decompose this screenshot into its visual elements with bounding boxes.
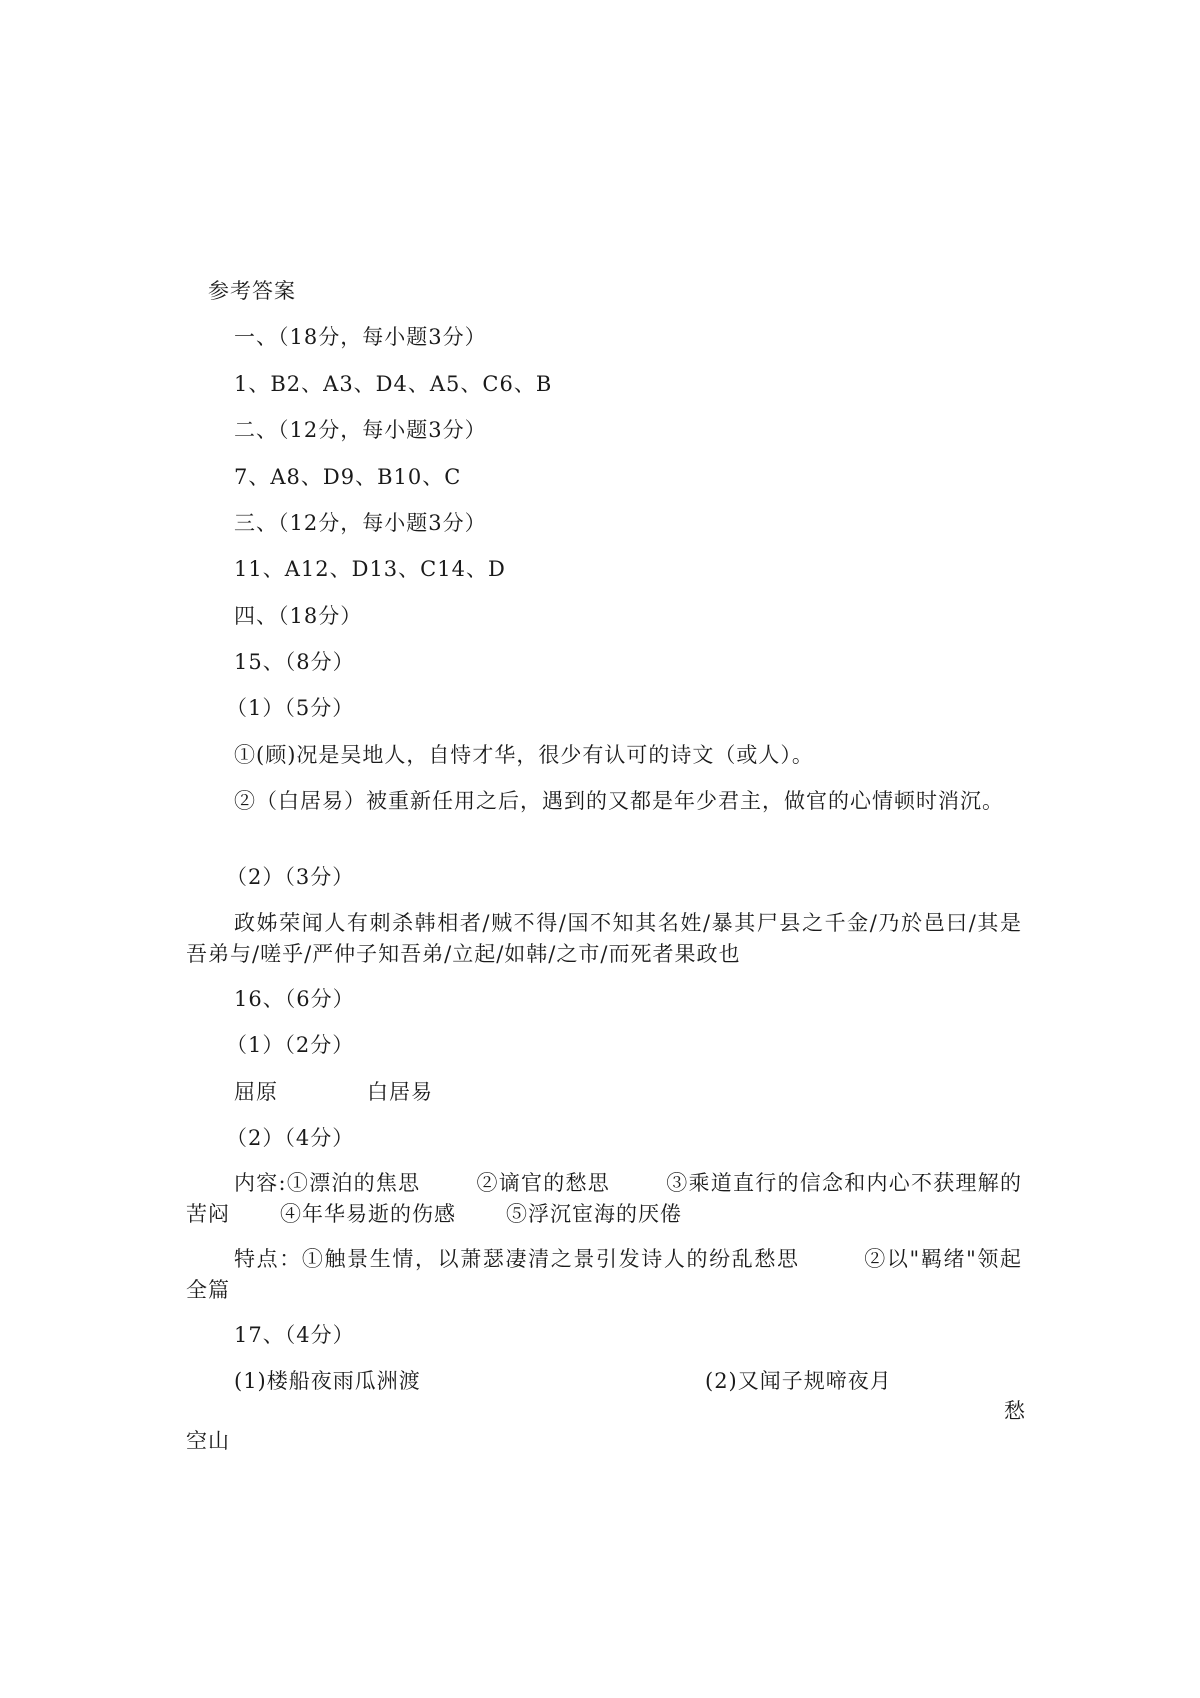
section-1-header: 一、（18分，每小题3分）: [234, 325, 487, 349]
q16-feature-answer: [186, 1244, 1022, 1306]
page-title: 参考答案: [208, 279, 296, 303]
q16-part1-answer-2: 白居易: [367, 1080, 433, 1104]
q17-answer-1: (1)楼船夜雨瓜洲渡: [234, 1369, 421, 1393]
section-3-answers: 11、A12、D13、C14、D: [234, 557, 506, 581]
content-item: ⑤浮沉宦海的厌倦: [506, 1202, 682, 1226]
section-3-header: 三、（12分，每小题3分）: [234, 511, 487, 535]
q16-header: 16、（6分）: [234, 987, 355, 1011]
q17-header: 17、（4分）: [234, 1323, 355, 1347]
section-1-answers: 1、B2、A3、D4、A5、C6、B: [234, 372, 553, 396]
q15-part1-answer-a: ①(顾)况是吴地人，自恃才华，很少有认可的诗文（或人）。: [234, 743, 814, 767]
q16-part1-answer-1: 屈原: [234, 1080, 278, 1104]
feature-item: ①触景生情，以萧瑟凄清之景引发诗人的纷乱愁思: [301, 1247, 800, 1271]
q16-content-answer: [186, 1168, 1022, 1230]
section-2-answers: 7、A8、D9、B10、C: [234, 465, 462, 489]
content-item: ④年华易逝的伤感: [280, 1202, 456, 1226]
feature-label: 特点：: [234, 1247, 302, 1271]
content-item: ②谪官的愁思: [476, 1171, 611, 1195]
q16-part2-header: （2）（4分）: [226, 1126, 355, 1150]
q17-answer-3: 愁空山: [186, 1399, 1026, 1453]
section-2-header: 二、（12分，每小题3分）: [234, 418, 487, 442]
content-label: 内容:: [234, 1171, 287, 1195]
feature-item: ②以"羁绪"领起全篇: [186, 1247, 1023, 1302]
q15-part1-answer-b: ②（白居易）被重新任用之后，遇到的又都是年少君主，做官的心情顿时消沉。: [234, 789, 1004, 813]
q15-part2-header: （2）（3分）: [226, 865, 355, 889]
q16-part1-header: （1）（2分）: [226, 1033, 355, 1057]
q15-part2-answer: 政姊荣闻人有刺杀韩相者/贼不得/国不知其名姓/暴其尸县之千金/乃於邑曰/其是吾弟与/嗟乎/严仲子知吾弟/立起/如韩/之市/而死者果政也: [186, 911, 1022, 966]
q17-answer-2: (2)又闻子规啼夜月: [705, 1369, 892, 1393]
section-4-header: 四、（18分）: [234, 604, 363, 628]
content-item: ①漂泊的焦思: [286, 1171, 421, 1195]
q15-part1-header: （1）（5分）: [226, 696, 355, 720]
content-item: ③乘道直行的信念和内心不获理解的苦闷: [186, 1171, 1023, 1226]
q15-header: 15、（8分）: [234, 650, 355, 674]
